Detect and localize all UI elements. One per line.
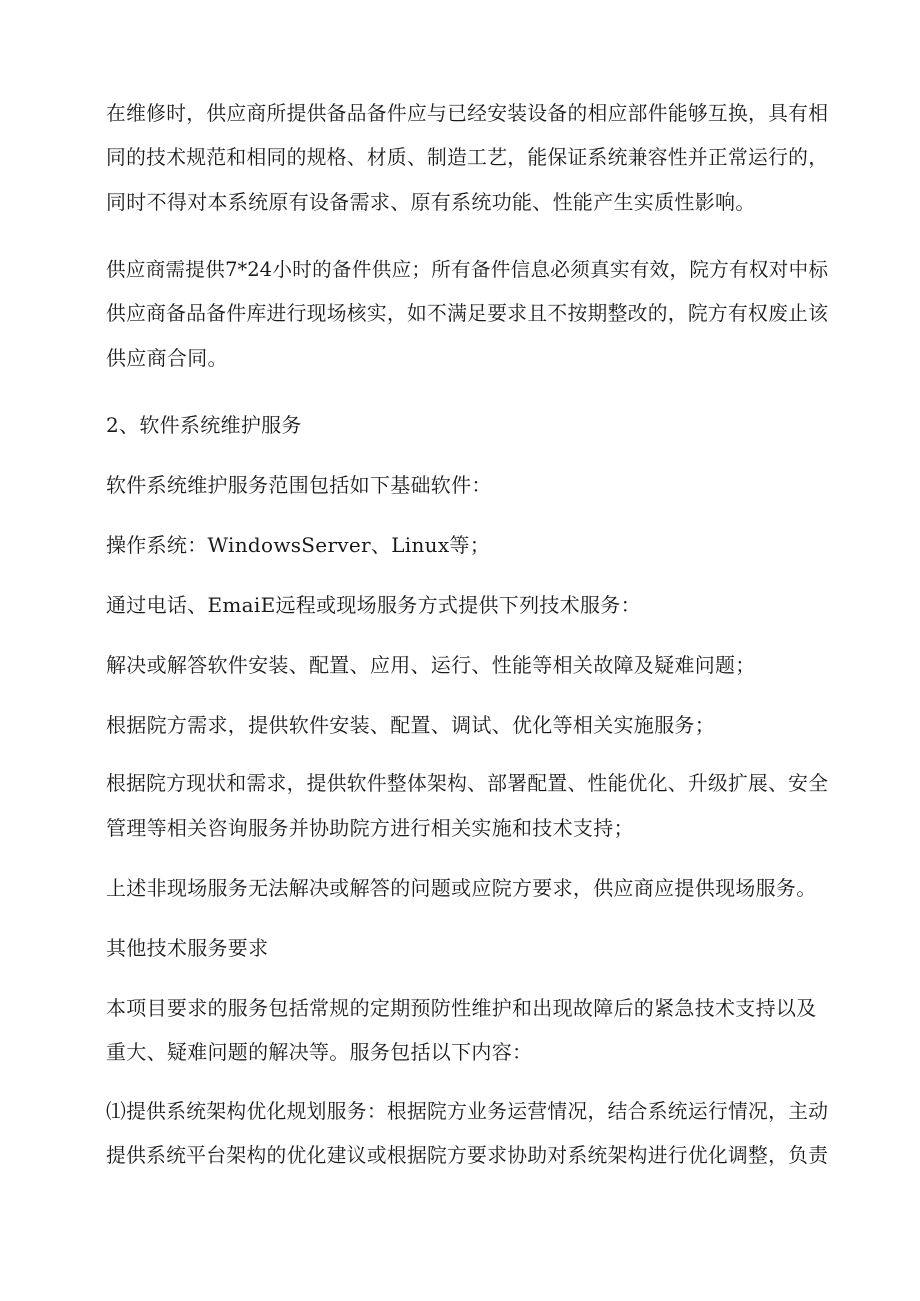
text-line: 其他技术服务要求 [106,936,269,960]
text-line: 管理等相关咨询服务并协助院方进行相关实施和技术支持； [106,816,634,840]
text-line: 在维修时，供应商所提供备品备件应与已经安装设备的相应部件能够互换，具有相 [106,102,828,125]
text-line: 重大、疑难问题的解决等。服务包括以下内容： [106,1040,533,1064]
text-line: 根据院方现状和需求，提供软件整体架构、部署配置、性能优化、升级扩展、安全 [106,772,828,795]
paragraph-implementation [106,703,828,747]
text-line: 同的技术规范和相同的规格、材质、制造工艺，能保证系统兼容性并正常运行的， [106,146,828,169]
paragraph-operating-systems [106,523,828,567]
text-line: 供应商需提供7*24小时的备件供应；所有备件信息必须真实有效，院方有权对中标 [106,258,828,281]
paragraph-onsite-service [106,866,828,910]
paragraph-consulting [106,762,828,850]
text-line: 提供系统平台架构的优化建议或根据院方要求协助对系统架构进行优化调整，负责 [106,1144,828,1167]
text-line: 本项目要求的服务包括常规的定期预防性维护和出现故障后的紧急技术支持以及 [106,996,817,1020]
text-line: 根据院方需求，提供软件安装、配置、调试、优化等相关实施服务； [106,713,715,737]
text-line: 上述非现场服务无法解决或解答的问题或应院方要求，供应商应提供现场服务。 [106,876,817,900]
paragraph-service-overview [106,986,828,1074]
paragraph-troubleshooting [106,643,828,687]
section-heading-other-requirements [106,926,828,970]
text-line: ⑴提供系统架构优化规划服务：根据院方业务运营情况，结合系统运行情况，主动 [106,1100,828,1123]
text-line: 2、软件系统维护服务 [106,413,302,437]
text-line: 软件系统维护服务范围包括如下基础软件： [106,473,492,497]
text-line: 通过电话、EmaiE远程或现场服务方式提供下列技术服务： [106,593,641,617]
text-line: 同时不得对本系统原有设备需求、原有系统功能、性能产生实质性影响。 [106,190,756,214]
section-heading-software-maintenance [106,403,828,447]
text-line: 供应商合同。 [106,346,228,370]
text-line: 供应商备品备件库进行现场核实，如不满足要求且不按期整改的，院方有权废止该 [106,302,828,325]
paragraph-software-scope [106,463,828,507]
text-line: 操作系统：WindowsServer、Linux等； [106,533,491,557]
paragraph-spare-parts-compatibility [106,92,828,224]
paragraph-architecture-optimization [106,1090,828,1178]
paragraph-spare-parts-supply [106,248,828,380]
text-line: 解决或解答软件安装、配置、应用、运行、性能等相关故障及疑难问题； [106,653,756,677]
paragraph-service-channels [106,583,828,627]
